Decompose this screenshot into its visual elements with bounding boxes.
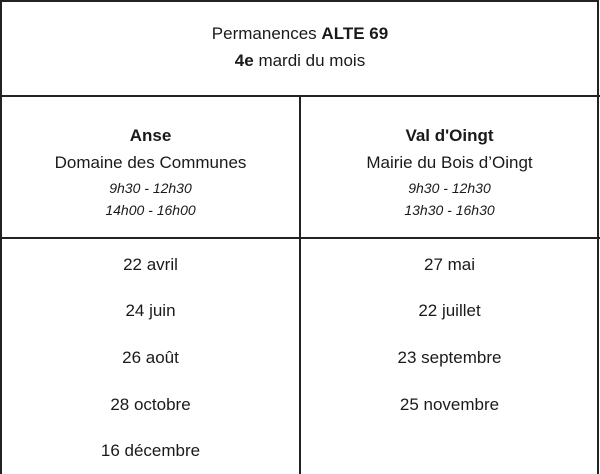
date-item: 28 octobre — [110, 395, 191, 414]
date-item: 22 juillet — [418, 301, 481, 320]
header-subtitle-rest: mardi du mois — [253, 51, 366, 70]
date-item: 22 avril — [123, 255, 178, 274]
date-item: 26 août — [122, 348, 179, 367]
date-item: 25 novembre — [399, 395, 500, 414]
column-anse — [2, 0, 299, 474]
header-subtitle-ordinal: 4e — [234, 51, 254, 70]
location-place: Domaine des Communes — [54, 153, 247, 172]
date-item: 23 septembre — [397, 348, 502, 367]
location-name: Val d'Oingt — [405, 126, 494, 145]
column-val-d-oingt — [301, 0, 598, 474]
date-item: 24 juin — [125, 301, 176, 320]
header-title-prefix: Permanences — [211, 24, 322, 43]
date-item: 16 décembre — [100, 441, 201, 460]
header-title-org: ALTE 69 — [321, 24, 389, 43]
hours-morning: 9h30 - 12h30 — [109, 180, 192, 196]
hours-afternoon: 13h30 - 16h30 — [404, 202, 495, 218]
date-item: 27 mai — [423, 255, 476, 274]
hours-morning: 9h30 - 12h30 — [408, 180, 491, 196]
location-name: Anse — [129, 126, 172, 145]
location-place: Mairie du Bois d’Oingt — [366, 153, 533, 172]
hours-afternoon: 14h00 - 16h00 — [105, 202, 196, 218]
